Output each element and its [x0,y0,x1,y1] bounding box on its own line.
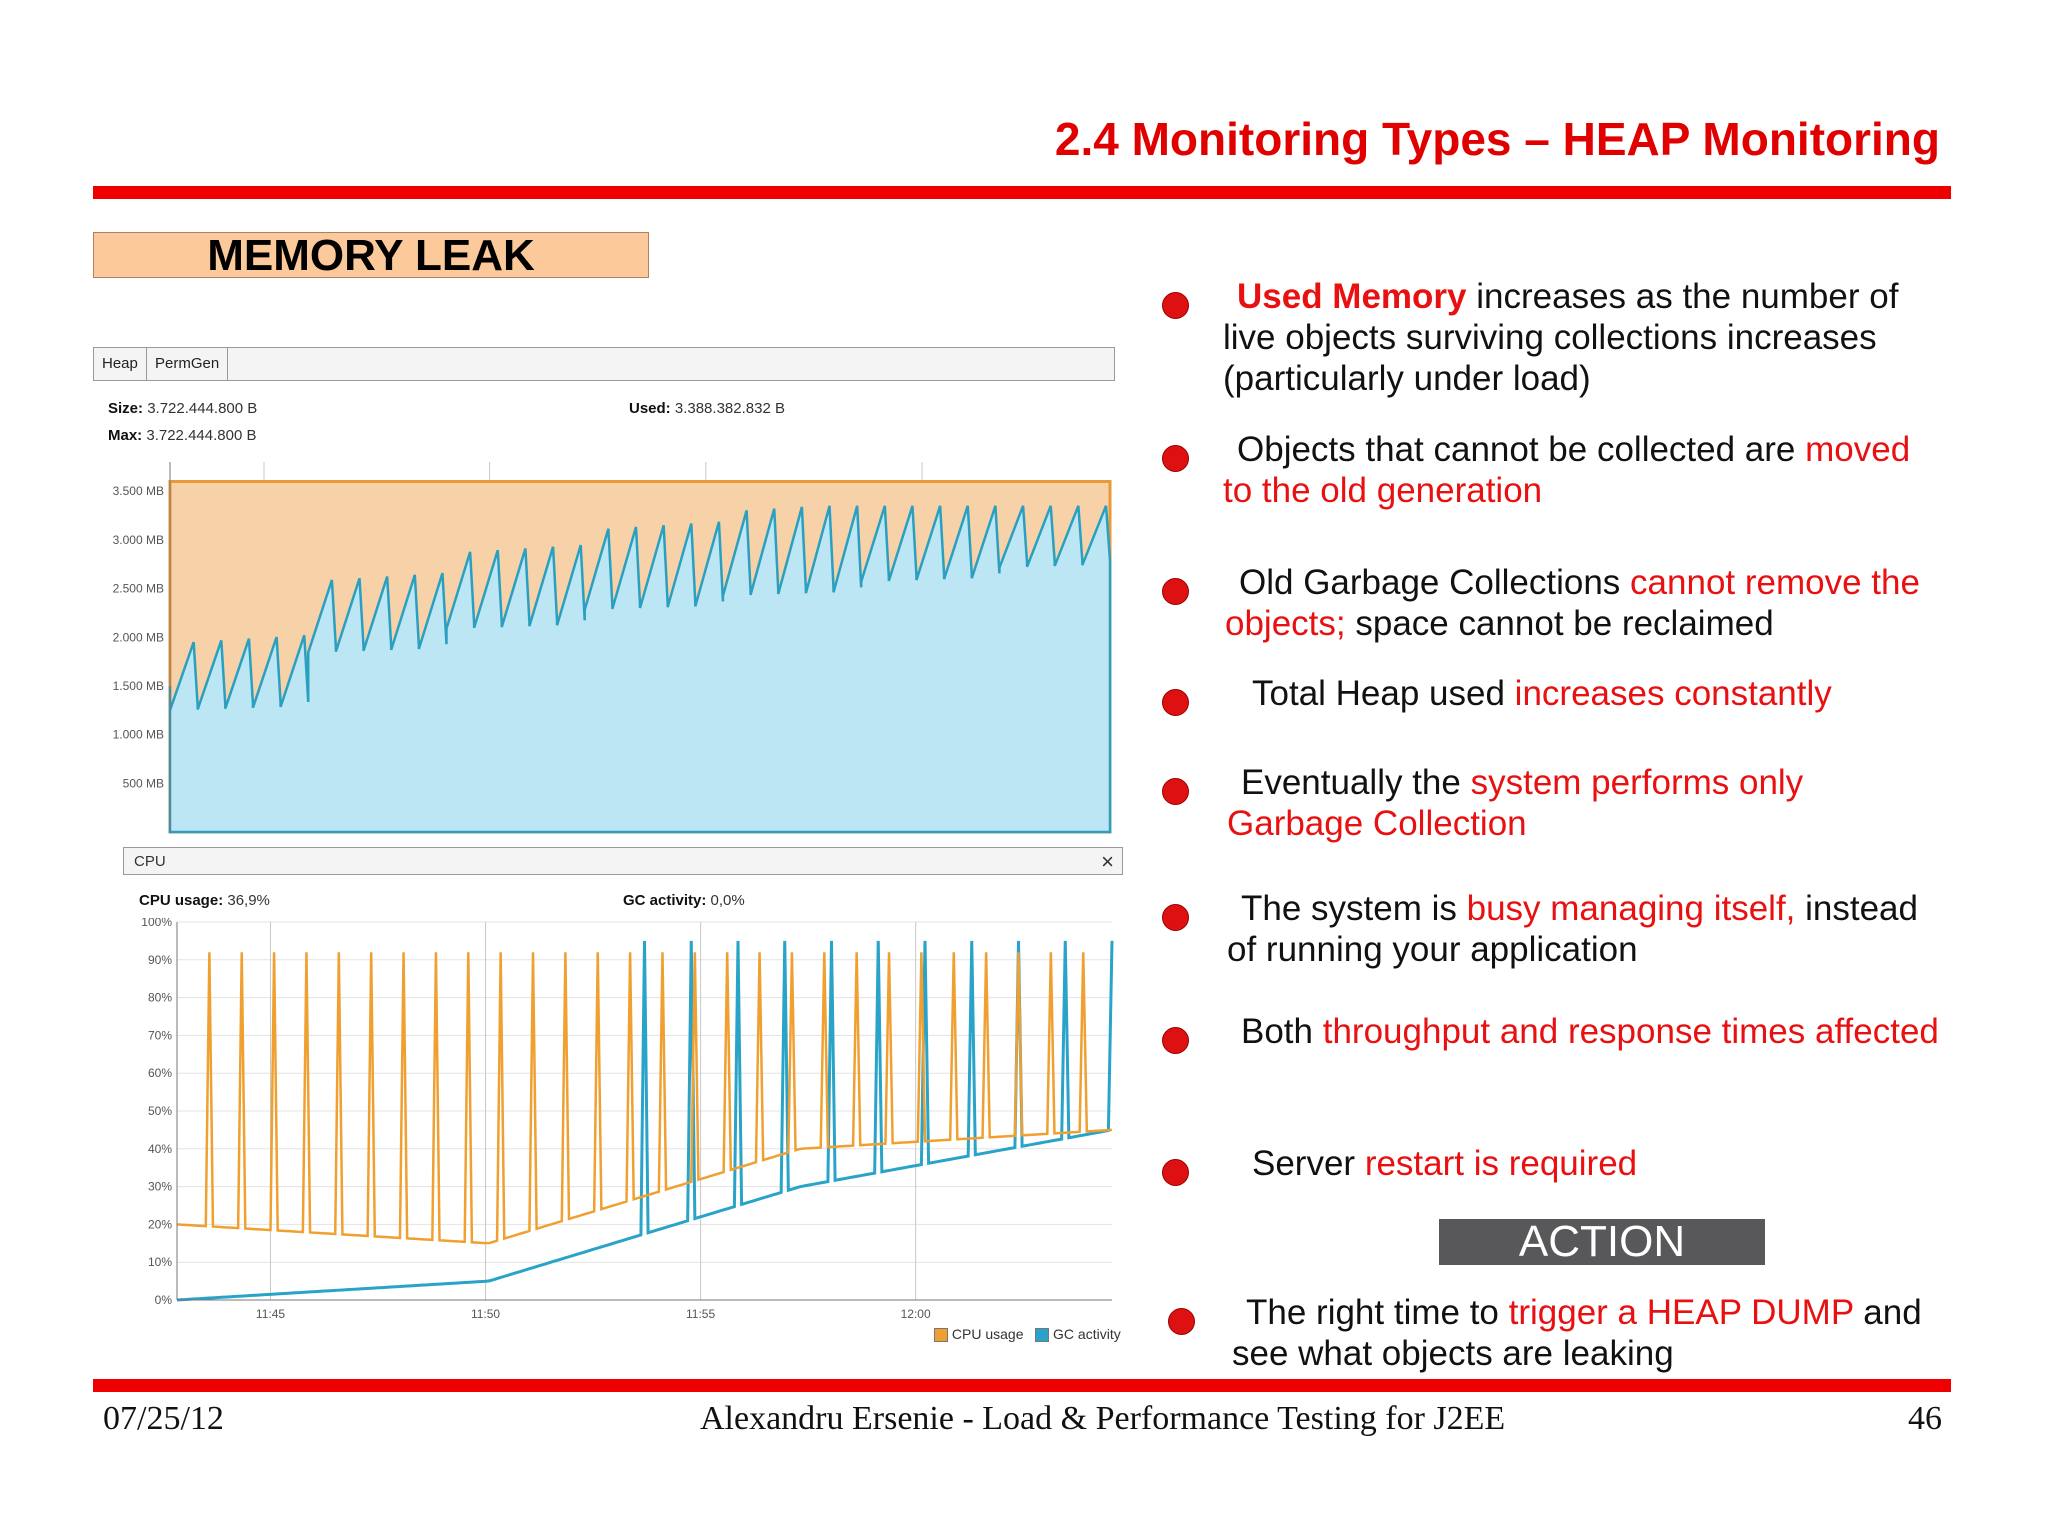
bullet-text-segment: Eventually the [1241,763,1471,802]
bullet-dot-icon [1168,1308,1195,1335]
heap-used-readout [629,400,785,417]
used-label: Used: [629,400,671,417]
bullet-text-segment: throughput and response times affected [1322,1012,1939,1051]
cpu-y-tick: 20% [147,1217,172,1232]
size-label: Size: [108,400,144,417]
bullet-item [1225,562,1945,644]
heap-y-tick: 2.500 MB [112,581,164,596]
cpu-y-tick: 70% [147,1028,172,1043]
bullet-text-segment: Used Memory [1237,277,1467,316]
bullet-item [1238,673,1945,714]
bullet-text-segment: increases as the number of live objects surviving collections increases (particularly under load) [1223,277,1899,398]
bullet-text-segment: Server [1252,1144,1365,1183]
bullet-item [1238,1143,1945,1184]
bullet-dot-icon [1162,1027,1189,1054]
bullet-text-segment: The system is [1241,889,1467,928]
cpu-y-tick: 40% [147,1141,172,1156]
cpu-legend [934,1326,1121,1342]
bullet-text-segment: The right time to [1246,1293,1509,1332]
bullet-text-segment: Both [1241,1012,1323,1051]
gc-activity-swatch [1035,1328,1049,1342]
used-value: 3.388.382.832 B [674,400,785,417]
heap-y-tick: 1.500 MB [112,678,164,693]
bullet-text-segment: busy managing itself, [1466,889,1796,928]
footer-date: 07/25/12 [103,1400,224,1437]
memory-leak-label: MEMORY LEAK [93,232,649,278]
cpu-x-tick: 11:50 [470,1307,501,1318]
bullet-item [1232,1292,1945,1374]
cpu-usage-readout [139,892,270,909]
slide-title: 2.4 Monitoring Types – HEAP Monitoring [1054,113,1940,165]
heap-y-tick: 1.000 MB [112,727,164,742]
bottom-divider [93,1379,1951,1392]
bullet-text-segment: and see what objects are leaking [1232,1293,1922,1373]
cpu-y-tick: 90% [147,952,172,967]
bullet-text-segment: cannot remove the objects; [1225,563,1920,643]
bullet-dot-icon [1162,445,1189,472]
max-label: Max: [108,427,143,444]
page-number: 46 [1908,1400,1942,1437]
cpu-x-tick: 11:55 [686,1307,716,1318]
size-value: 3.722.444.800 B [147,400,258,417]
heap-max-readout [108,427,256,444]
cpu-x-tick: 12:00 [900,1307,931,1318]
bullet-item [1227,762,1945,844]
cpu-panel-header [123,847,1123,875]
bullet-item [1223,276,1945,399]
bullet-text-segment: instead of running your application [1227,889,1918,969]
bullet-dot-icon [1162,689,1189,716]
bullet-text-segment: Total Heap used [1252,674,1515,713]
cpu-x-tick: 11:45 [255,1307,286,1318]
bullet-dot-icon [1162,292,1189,319]
bullet-text-segment: trigger a HEAP DUMP [1508,1293,1854,1332]
cpu-y-tick: 0% [154,1293,172,1307]
legend-cpu-usage: CPU usage [951,1326,1024,1342]
bullet-text-segment: Objects that cannot be collected are [1237,430,1806,469]
action-label: ACTION [1439,1219,1765,1265]
bullet-dot-icon [1162,778,1189,805]
cpu-panel-title: CPU [134,853,166,870]
cpu-y-tick: 30% [147,1179,172,1194]
heap-chart [93,460,1115,835]
cpu-y-tick: 100% [141,918,172,929]
bullet-text-segment: moved to the old generation [1223,430,1911,510]
max-value: 3.722.444.800 B [146,427,257,444]
bullet-text-segment: Old Garbage Collections [1239,563,1631,602]
bullet-text-segment: restart is required [1364,1144,1638,1183]
cpu-usage-label: CPU usage: [139,892,224,909]
bullet-dot-icon [1162,578,1189,605]
close-icon[interactable]: × [1101,849,1114,874]
cpu-y-tick: 10% [147,1255,172,1270]
cpu-chart [123,918,1123,1318]
bullet-item [1227,888,1945,970]
cpu-y-tick: 80% [147,990,172,1005]
gc-activity-value: 0,0% [710,892,745,909]
gc-activity-label: GC activity: [623,892,707,909]
heap-tabbar [93,347,1115,381]
heap-size-readout [108,400,257,417]
tab-permgen[interactable]: PermGen [147,348,228,380]
cpu-usage-swatch [934,1328,948,1342]
cpu-y-tick: 60% [147,1066,172,1081]
tab-heap[interactable]: Heap [94,348,147,380]
legend-gc-activity: GC activity [1053,1326,1121,1342]
bullet-item [1227,1011,1945,1052]
bullet-dot-icon [1162,1159,1189,1186]
cpu-usage-value: 36,9% [227,892,270,909]
heap-y-tick: 2.000 MB [112,630,164,645]
heap-y-tick: 500 MB [122,776,164,791]
heap-y-tick: 3.000 MB [112,532,164,547]
bullet-dot-icon [1162,904,1189,931]
footer-title: Alexandru Ersenie - Load & Performance Testing for J2EE [700,1400,1506,1437]
bullet-text-segment: space cannot be reclaimed [1345,604,1774,643]
top-divider [93,186,1951,199]
bullet-text-segment: increases constantly [1514,674,1832,713]
gc-activity-readout [623,892,745,909]
bullet-text-segment: system performs only Garbage Collection [1227,763,1804,843]
bullet-item [1223,429,1945,511]
heap-y-tick: 3.500 MB [112,484,164,499]
cpu-y-tick: 50% [147,1104,172,1118]
